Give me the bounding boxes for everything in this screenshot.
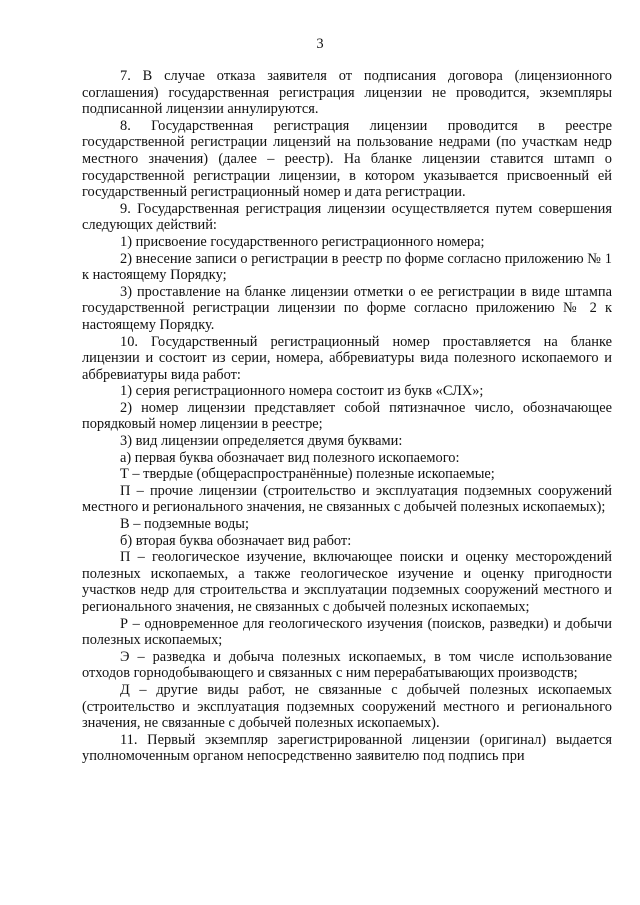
list-item: 2) внесение записи о регистрации в реестр по форме согласно приложению № 1 к настоящему Порядку; bbox=[82, 250, 612, 284]
list-item: а) первая буква обозначает вид полезного ископаемого: bbox=[120, 449, 460, 466]
paragraph-10: 10. Государственный регистрационный номер проставляется на бланке лицензии и состоит из серии, номера, аббревиатуры вида полезного ископаемого и аббревиатуры вида работ: bbox=[82, 333, 612, 383]
list-item: 1) серия регистрационного номера состоит из букв «СЛХ»; bbox=[120, 383, 484, 400]
paragraph-7: 7. В случае отказа заявителя от подписания договора (лицензионного соглашения) государственная регистрация лицензии не проводится, экземпляры подписанной лицензии аннулируются. bbox=[82, 68, 612, 118]
list-item: П – прочие лицензии (строительство и эксплуатация подземных сооружений местного и регионального значения, не связанных с добычей полезных ископаемых); bbox=[82, 482, 612, 516]
page-number: 3 bbox=[316, 36, 324, 52]
paragraph-9: 9. Государственная регистрация лицензии осуществляется путем совершения следующих действий: bbox=[82, 200, 612, 234]
list-item: П – геологическое изучение, включающее поиски и оценку месторождений полезных ископаемых, а также геологическое изучение и оценку пригодности участков недр для строительства и эксплуатации подземных сооружений местного и регионального значения, не связанных с добычей полезных ископаемых; bbox=[82, 549, 612, 615]
list-item: 1) присвоение государственного регистрационного номера; bbox=[120, 233, 485, 250]
document-body bbox=[82, 68, 612, 765]
list-item: 3) проставление на бланке лицензии отметки о ее регистрации в виде штампа государственной регистрации лицензии по форме согласно приложению № 2 к настоящему Порядку. bbox=[82, 283, 612, 333]
list-item: Р – одновременное для геологического изучения (поисков, разведки) и добычи полезных ископаемых; bbox=[82, 615, 612, 649]
list-item: В – подземные воды; bbox=[120, 516, 249, 533]
paragraph-11: 11. Первый экземпляр зарегистрированной лицензии (оригинал) выдается уполномоченным органом непосредственно заявителю под подпись при bbox=[82, 731, 612, 765]
list-item: 2) номер лицензии представляет собой пятизначное число, обозначающее порядковый номер лицензии в реестре; bbox=[82, 399, 612, 433]
list-item: б) вторая буква обозначает вид работ: bbox=[120, 532, 352, 549]
list-item: Э – разведка и добыча полезных ископаемых, в том числе использование отходов горнодобывающего и связанных с ним перерабатывающих производств; bbox=[82, 648, 612, 682]
list-item: Д – другие виды работ, не связанные с добычей полезных ископаемых (строительство и эксплуатация подземных сооружений местного и регионального значения, не связанные с добычей полезных ископаемых). bbox=[82, 681, 612, 732]
list-item: 3) вид лицензии определяется двумя буквами: bbox=[120, 433, 403, 450]
list-item: Т – твердые (общераспространённые) полезные ископаемые; bbox=[120, 466, 495, 483]
paragraph-8: 8. Государственная регистрация лицензии проводится в реестре государственной регистрации лицензий на пользование недрами (по участкам недр местного значения) (далее – реестр). На бланке лицензии ставится штамп о государственной регистрации лицензии, в котором указывается присвоенный ей государственный регистрационный номер и дата регистрации. bbox=[82, 117, 612, 201]
